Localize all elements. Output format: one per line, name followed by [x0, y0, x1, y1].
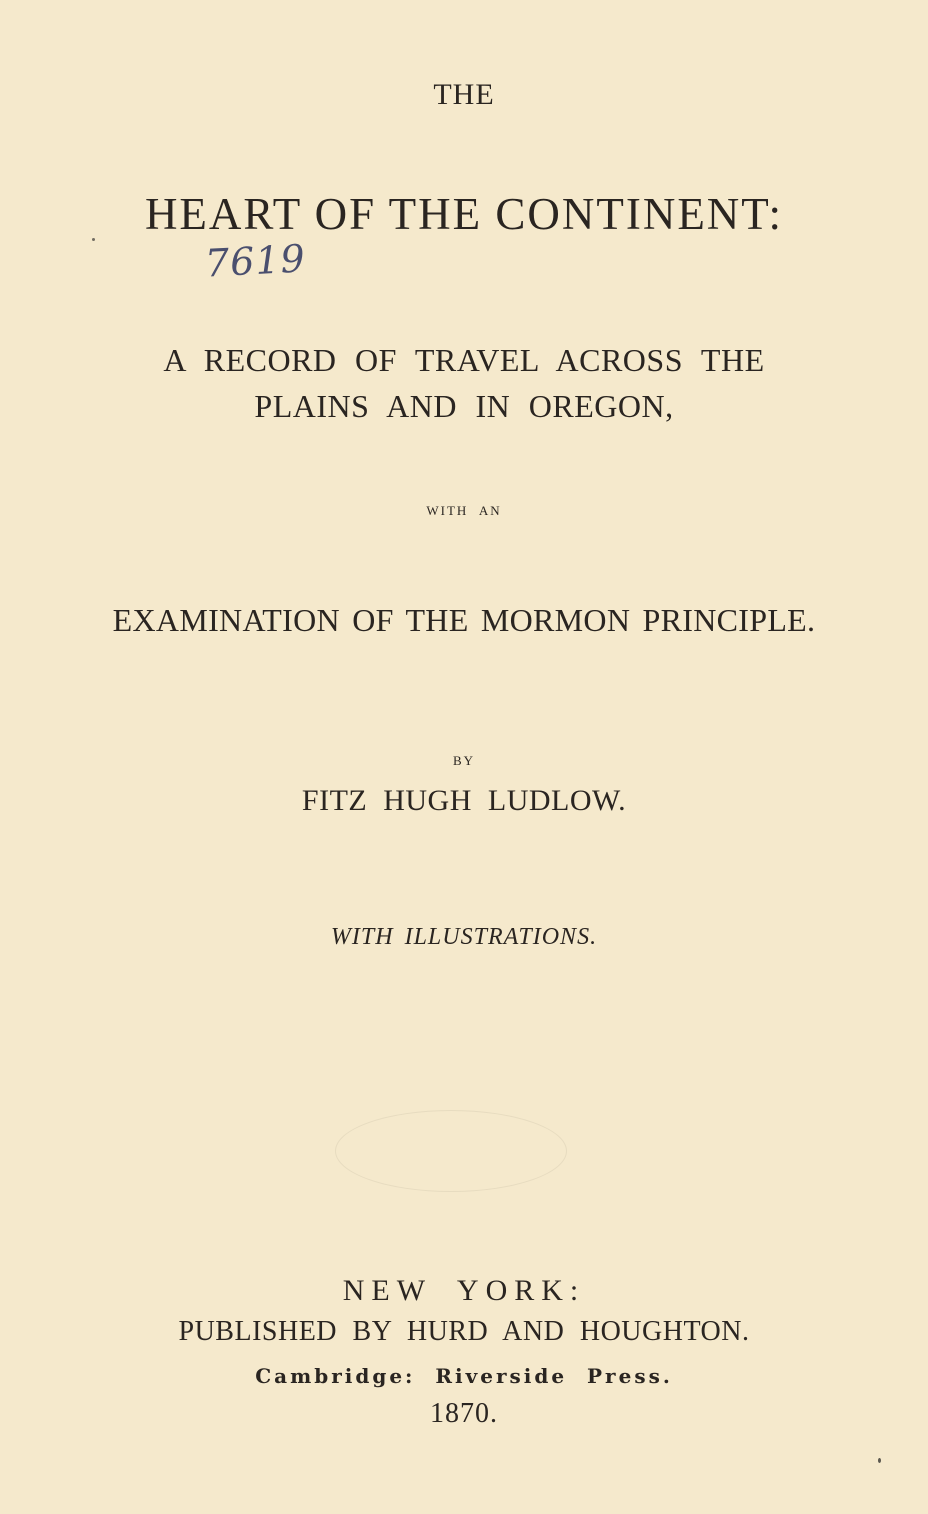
author-name: FITZ HUGH LUDLOW.	[301, 784, 627, 817]
publication-year: 1870.	[430, 1398, 498, 1429]
subtitle-line-1: A RECORD OF TRAVEL ACROSS THE	[163, 342, 765, 378]
faint-library-stamp	[335, 1110, 567, 1192]
by-label: BY	[452, 753, 476, 768]
handwritten-catalog-number: 7619	[203, 236, 307, 286]
subtitle-examination: EXAMINATION OF THE MORMON PRINCIPLE.	[112, 602, 816, 638]
with-an-label: WITH AN	[426, 503, 502, 518]
subtitle-line-2: PLAINS AND IN OREGON,	[254, 388, 674, 424]
publisher-name: PUBLISHED BY HURD AND HOUGHTON.	[178, 1316, 750, 1347]
publication-city: NEW YORK:	[342, 1274, 586, 1307]
illustrations-note: WITH ILLUSTRATIONS.	[330, 924, 598, 950]
ink-speck	[92, 238, 95, 241]
title-article: THE	[433, 78, 495, 111]
printer-imprint: Cambridge: Riverside Press.	[255, 1364, 673, 1388]
ink-speck	[878, 1458, 881, 1463]
book-title: HEART OF THE CONTINENT:	[144, 189, 784, 239]
